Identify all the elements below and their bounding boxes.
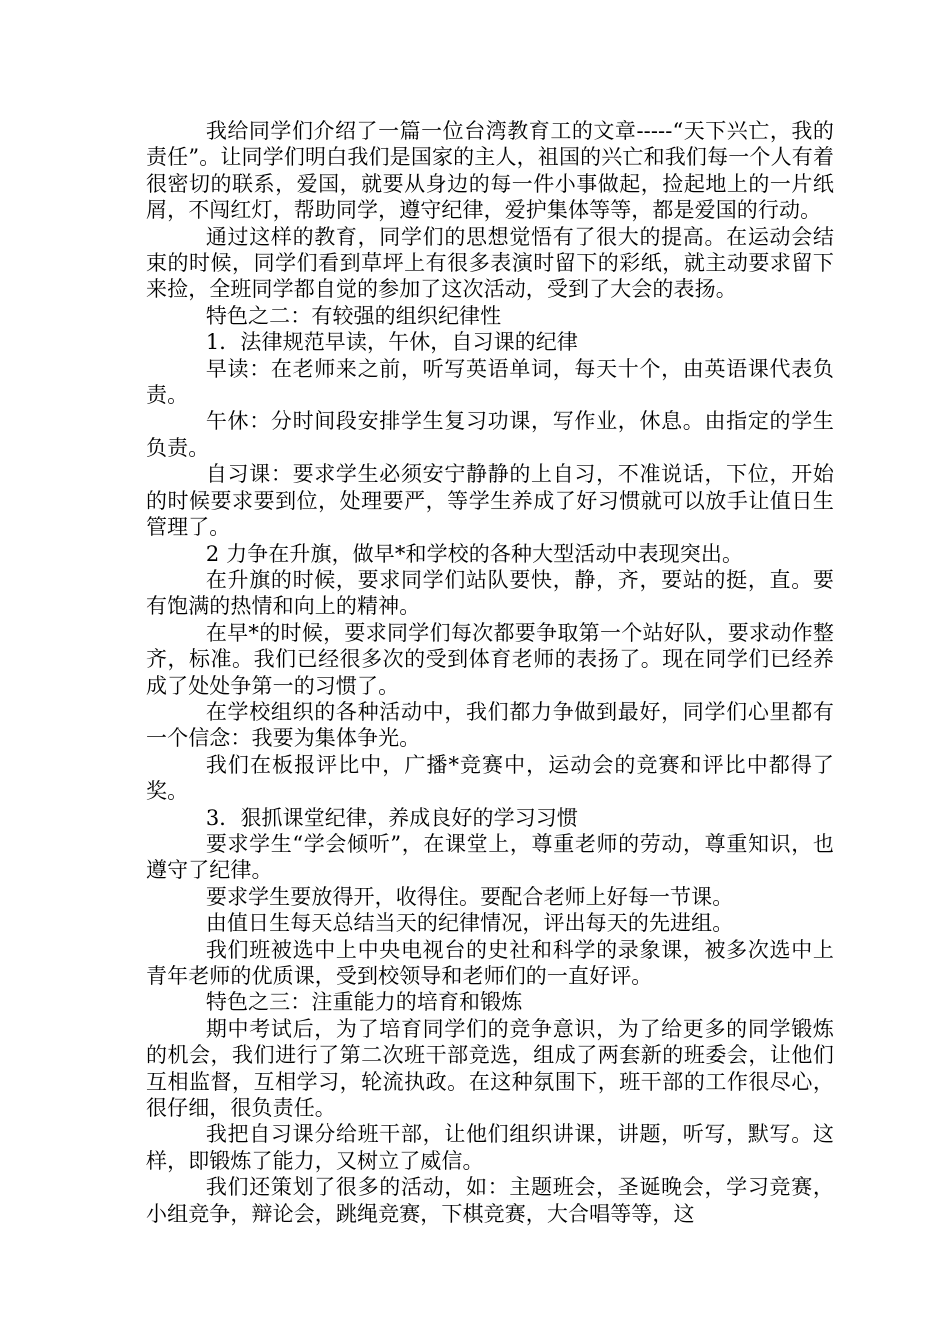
paragraph-cadre-election: 期中考试后，为了培育同学们的竞争意识，为了给更多的同学锻炼的机会，我们进行了第二次班干部竞选，组成了两套新的班委会，让他们互相监督，互相学习，轮流执政。在这种氛围下，班干部的工作很尽心，很仔细，很负责任。	[146, 1016, 834, 1121]
paragraph-self-study-cadres: 我把自习课分给班干部，让他们组织讲课，讲题，听写，默写。这样，即锻炼了能力，又树立了威信。	[146, 1122, 834, 1173]
paragraph-recorded-lessons: 我们班被选中上中央电视台的史社和科学的录象课，被多次选中上青年老师的优质课，受到校领导和老师们的一直好评。	[146, 937, 834, 988]
paragraph-duty-summary: 由值日生每天总结当天的纪律情况，评出每天的先进组。	[205, 911, 734, 936]
document-body	[146, 118, 834, 1227]
paragraph-activities-list: 我们还策划了很多的活动，如：主题班会，圣诞晚会，学习竞赛，小组竞争，辩论会，跳绳竞赛，下棋竞赛，大合唱等等，这	[146, 1175, 834, 1226]
paragraph-self-study: 自习课：要求学生必须安宁静静的上自习，不准说话，下位，开始的时候要求要到位，处理要严，等学生养成了好习惯就可以放手让值日生管理了。	[146, 462, 834, 540]
section-heading-feature-two: 特色之二：有较强的组织纪律性	[205, 303, 502, 328]
paragraph-morning-exercise: 在早*的时候，要求同学们每次都要争取第一个站好队，要求动作整齐，标准。我们已经很多次的受到体育老师的表扬了。现在同学们已经养成了处处争第一的习惯了。	[146, 620, 834, 698]
subheading-flag-raising: 2 力争在升旗，做早*和学校的各种大型活动中表现突出。	[205, 541, 744, 566]
paragraph-flag-raising: 在升旗的时候，要求同学们站队要快，静，齐，要站的挺，直。要有饱满的热情和向上的精神。	[146, 567, 834, 619]
paragraph-cooperate: 要求学生要放得开，收得住。要配合老师上好每一节课。	[205, 884, 734, 909]
section-heading-feature-three: 特色之三：注重能力的培育和锻炼	[205, 990, 523, 1015]
paragraph-school-activities: 在学校组织的各种活动中，我们都力争做到最好，同学们心里都有一个信念：我要为集体争光。	[146, 699, 834, 751]
paragraph-morning-reading: 早读：在老师来之前，听写英语单词，每天十个，由英语课代表负责。	[146, 356, 834, 408]
subheading-classroom-discipline: 3．狠抓课堂纪律，养成良好的学习习惯	[205, 805, 579, 830]
paragraph-education-effect: 通过这样的教育，同学们的思想觉悟有了很大的提高。在运动会结束的时候，同学们看到草坪上有很多表演时留下的彩纸，就主动要求留下来捡，全班同学都自觉的参加了这次活动，受到了大会的表扬。	[146, 224, 834, 302]
paragraph-awards: 我们在板报评比中，广播*竞赛中，运动会的竞赛和评比中都得了奖。	[146, 752, 834, 804]
paragraph-noon-break: 午休：分时间段安排学生复习功课，写作业，休息。由指定的学生负责。	[146, 409, 834, 460]
paragraph-learn-to-listen: 要求学生“学会倾听”，在课堂上，尊重老师的劳动，尊重知识，也遵守了纪律。	[146, 831, 834, 883]
subheading-discipline-rules: 1．法律规范早读，午休，自习课的纪律	[205, 330, 579, 355]
paragraph-patriotism-intro: 我给同学们介绍了一篇一位台湾教育工的文章-----“天下兴亡，我的责任”。让同学们明白我们是国家的主人，祖国的兴亡和我们每一个人有着很密切的联系，爱国，就要从身边的每一件小事做起，捡起地上的一片纸屑，不闯红灯，帮助同学，遵守纪律，爱护集体等等，都是爱国的行动。	[146, 119, 834, 223]
